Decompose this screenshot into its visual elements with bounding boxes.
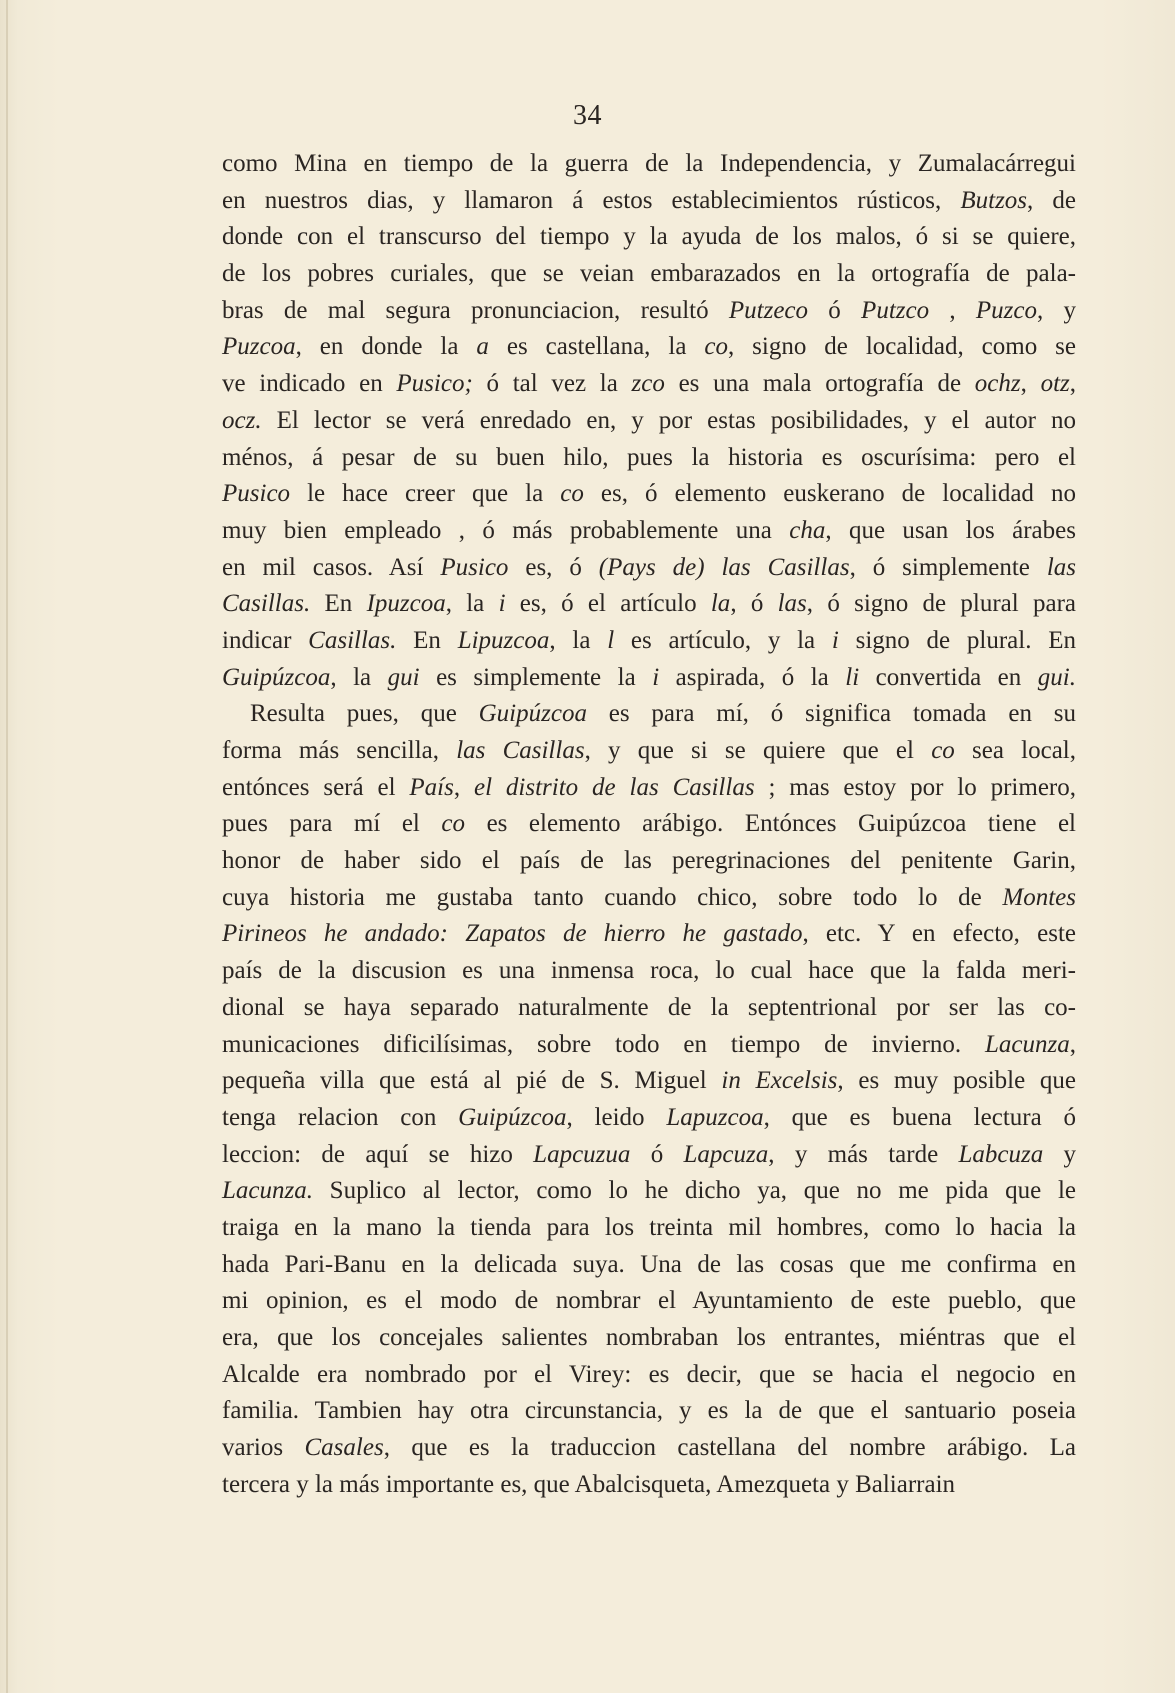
text-run: mi opinion, es el modo de nombrar el Ayuntamiento de este pueblo, que (222, 1287, 1076, 1315)
italic-text: Casillas. (308, 626, 397, 654)
text-run: El lector se verá enredado en, y por estas posibilidades, y el autor no (261, 406, 1076, 434)
text-line (222, 806, 1076, 843)
text-line (222, 733, 1076, 770)
text-run: , es muy posible que (837, 1067, 1076, 1095)
text-run: leccion: de aquí se hizo (222, 1140, 534, 1168)
text-run: ; mas estoy por lo primero, (754, 773, 1076, 801)
italic-text: Lacunza. (222, 1177, 313, 1205)
text-run: convertida en (859, 663, 1038, 691)
text-run: en mil casos. Así (222, 553, 441, 581)
page-number: 34 (573, 100, 602, 131)
text-run: , la (330, 663, 388, 691)
text-run: muy bien empleado , ó más probablemente una (222, 516, 790, 544)
text-run: en nuestros dias, y llamaron á estos establecimientos rústicos, (222, 186, 961, 214)
italic-text: Guipúzcoa (222, 663, 331, 691)
italic-text: Casillas. (222, 590, 311, 618)
text-line (222, 329, 1076, 366)
italic-text: las (777, 590, 807, 618)
text-line (222, 440, 1076, 477)
text-line (222, 366, 1076, 403)
italic-text: las Casillas (456, 737, 585, 764)
text-run: , (1069, 370, 1077, 398)
text-line (222, 403, 1076, 440)
text-run: , signo de localidad, como se (727, 333, 1077, 361)
text-run: ó (808, 296, 862, 324)
italic-text: Putzeco (728, 296, 809, 324)
text-run: , (929, 296, 976, 324)
text-run: varios (222, 1434, 305, 1462)
italic-text: co (931, 737, 955, 764)
italic-text: a (476, 333, 489, 361)
text-line (222, 1393, 1076, 1430)
italic-text: Labcuza (958, 1140, 1044, 1168)
text-run: ó (630, 1140, 684, 1168)
text-run: donde con el transcurso del tiempo y la ayuda de los malos, ó si se quiere, (222, 223, 1076, 251)
text-run: , ó simplemente (849, 553, 1047, 581)
italic-text: Puzcoa (222, 333, 296, 361)
text-line (222, 1430, 1076, 1467)
text-run: , (1069, 1030, 1076, 1058)
italic-text: la (710, 590, 731, 618)
text-line (222, 1173, 1076, 1210)
text-run: bras de mal segura pronunciacion, resultó (222, 296, 729, 324)
text-line (222, 770, 1076, 807)
italic-text: Lapuzcoa (666, 1103, 764, 1131)
text-run: , en donde la (295, 333, 477, 361)
body-text (222, 146, 1076, 1503)
text-line (222, 219, 1076, 256)
italic-text: co (560, 480, 584, 508)
italic-text: l (607, 626, 615, 654)
italic-text: i (831, 626, 839, 654)
text-line (222, 476, 1076, 513)
italic-text: in Excelsis (721, 1067, 838, 1095)
text-run: , la (549, 626, 608, 654)
text-run: , que es la traduccion castellana del nombre arábigo. La (383, 1434, 1076, 1462)
text-run: Alcalde era nombrado por el Virey: es decir, que se hacia el negocio en (222, 1360, 1076, 1388)
italic-text: li (845, 663, 860, 691)
text-run: forma más sencilla, (222, 737, 457, 764)
text-run: , leido (566, 1103, 667, 1131)
text-line (222, 256, 1076, 293)
text-run: es, ó (508, 553, 599, 581)
text-run: , ó signo de plural para (806, 590, 1077, 618)
text-run: le hace creer que la (290, 480, 561, 508)
text-run: y (1043, 1140, 1077, 1168)
text-run: ménos, á pesar de su buen hilo, pues la historia es oscurísima: pero el (222, 443, 1076, 471)
italic-text: las (1046, 553, 1077, 581)
text-line (222, 990, 1076, 1027)
text-run: , la (445, 590, 499, 618)
italic-text: (Pays de) las Casillas (598, 553, 850, 581)
text-line (222, 1027, 1076, 1064)
text-run: país de la discusion es una inmensa roca, lo cual hace que la falda meri- (222, 957, 1076, 985)
italic-text: Guipúzcoa (458, 1103, 567, 1131)
text-run: pequeña villa que está al pié de S. Miguel (222, 1067, 722, 1095)
italic-text: co (441, 810, 466, 838)
text-run: ó tal vez la (472, 370, 632, 398)
italic-text: Puzco (975, 296, 1037, 324)
italic-text: Montes (1002, 883, 1076, 911)
text-line (222, 696, 1076, 733)
text-run: es una mala ortografía de (664, 370, 975, 398)
text-run: , que es buena lectura ó (763, 1103, 1076, 1131)
text-line (222, 1137, 1076, 1174)
italic-text: Lapcuza (683, 1140, 769, 1168)
text-line (222, 1320, 1076, 1357)
italic-text: cha (789, 516, 826, 544)
text-run: sea local, (954, 737, 1076, 764)
text-run: aspirada, ó la (659, 663, 846, 691)
text-run: , etc. Y en efecto, este (802, 920, 1076, 948)
italic-text: zco (631, 370, 665, 398)
text-line (222, 183, 1076, 220)
italic-text: Guipúzcoa (478, 700, 587, 728)
text-line (222, 843, 1076, 880)
text-line (222, 953, 1076, 990)
text-line (222, 1063, 1076, 1100)
text-line (222, 1247, 1076, 1284)
text-run: es, ó el artículo (505, 590, 711, 618)
text-line (222, 660, 1076, 697)
text-line (222, 550, 1076, 587)
italic-text: ocz. (222, 406, 262, 434)
text-run: cuya historia me gustaba tanto cuando chico, sobre todo lo de (222, 883, 1003, 911)
italic-text: Ipuzcoa (366, 590, 446, 618)
italic-text: ochz (974, 370, 1021, 398)
italic-text: Putzco (861, 296, 930, 324)
text-run: signo de plural. En (838, 626, 1077, 654)
text-run: , de (1027, 186, 1076, 214)
text-line (222, 623, 1076, 660)
text-line (222, 146, 1076, 183)
text-run: Resulta pues, que (250, 700, 479, 728)
text-run: honor de haber sido el país de las peregrinaciones del penitente Garin, (222, 847, 1076, 875)
text-run: es castellana, la (488, 333, 705, 361)
text-run: , que usan los árabes (825, 516, 1076, 544)
text-line (222, 1210, 1076, 1247)
text-line (222, 1100, 1076, 1137)
text-run: hada Pari-Banu en la delicada suya. Una de las cosas que me confirma en (222, 1250, 1076, 1278)
text-line (222, 880, 1076, 917)
text-run: indicar (222, 626, 309, 654)
text-run: tercera y la más importante es, que Abalcisqueta, Amezqueta y Baliarrain (222, 1470, 956, 1498)
italic-text: País (409, 773, 454, 801)
text-run: , (1020, 370, 1041, 398)
text-run: , y (1036, 296, 1076, 324)
text-run: , y más tarde (768, 1140, 959, 1168)
text-run: es elemento arábigo. Entónces Guipúzcoa tiene el (465, 810, 1076, 838)
italic-text: gui. (1037, 663, 1076, 691)
text-run: municaciones dificilísimas, sobre todo en tiempo de invierno. (222, 1030, 986, 1058)
text-run: , y que si se quiere que el (584, 737, 932, 764)
text-run: dional se haya separado naturalmente de la septentrional por ser las co- (222, 993, 1076, 1021)
italic-text: otz (1040, 370, 1070, 398)
text-run: En (310, 590, 367, 618)
text-run: pues para mí el (222, 810, 442, 838)
text-run: En (396, 626, 458, 654)
italic-text: el distrito de las Casillas (474, 773, 755, 801)
text-run: traiga en la mano la tienda para los treinta mil hombres, como lo hacia la (222, 1213, 1076, 1241)
italic-text: Lipuzcoa (457, 626, 550, 654)
text-run: familia. Tambien hay otra circunstancia, y es la de que el santuario poseia (222, 1397, 1076, 1425)
text-run: era, que los concejales salientes nombraban los entrantes, miéntras que el (222, 1324, 1076, 1351)
italic-text: Lapcuzua (533, 1140, 631, 1168)
text-line (222, 513, 1076, 550)
text-line (222, 916, 1076, 953)
text-run: , ó (730, 590, 778, 618)
text-run: tenga relacion con (222, 1103, 459, 1131)
text-line (222, 1357, 1076, 1394)
italic-text: gui (387, 663, 420, 691)
text-run: entónces será el (222, 773, 410, 801)
italic-text: i (498, 590, 506, 618)
italic-text: Pusico (222, 480, 291, 508)
italic-text: i (652, 663, 660, 691)
text-line (222, 1283, 1076, 1320)
italic-text: Casales (304, 1434, 384, 1462)
text-run: de los pobres curiales, que se veian embarazados en la ortografía de pala- (222, 260, 1076, 288)
text-run: como Mina en tiempo de la guerra de la Independencia, y Zumalacárregui (222, 150, 1076, 177)
text-run: es simplemente la (419, 663, 653, 691)
text-run: es artículo, y la (614, 626, 832, 654)
text-run: es para mí, ó significa tomada en su (586, 700, 1076, 728)
page-fold-shadow (6, 0, 8, 1693)
italic-text: Pusico (440, 553, 509, 581)
italic-text: Pusico; (396, 370, 473, 398)
italic-text: Pirineos he andado: Zapatos de hierro he gastado (222, 920, 803, 948)
text-line (222, 293, 1076, 330)
text-run: Suplico al lector, como lo he dicho ya, que no me pida que le (312, 1177, 1076, 1205)
italic-text: Lacunza (985, 1030, 1070, 1058)
italic-text: Butzos (960, 186, 1028, 214)
italic-text: co (704, 333, 728, 361)
text-run: es, ó elemento euskerano de localidad no (583, 480, 1076, 508)
text-run: , (453, 773, 474, 801)
text-line (222, 1467, 1076, 1504)
text-line (222, 586, 1076, 623)
text-run: ve indicado en (222, 370, 397, 398)
